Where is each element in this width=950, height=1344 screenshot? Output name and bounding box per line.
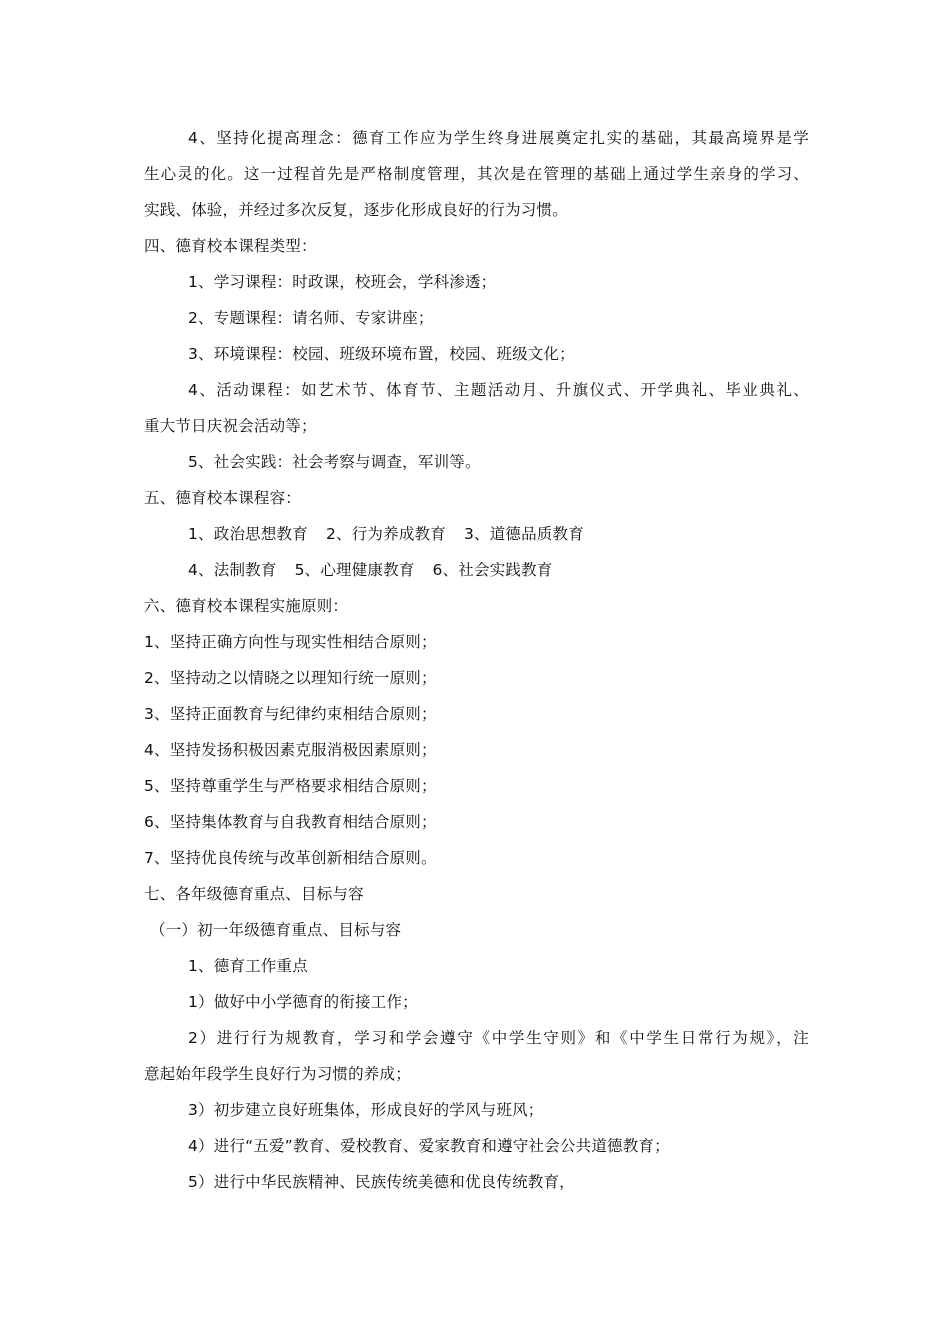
section-heading: 六、德育校本课程实施原则： xyxy=(144,597,349,615)
subsection-heading: （一）初一年级德育重点、目标与容 xyxy=(150,921,402,939)
list-item: 2、坚持动之以情晓之以理知行统一原则； xyxy=(144,669,437,687)
list-item: 3）初步建立良好班集体，形成良好的学风与班风； xyxy=(188,1101,544,1119)
list-item: 5、社会实践：社会考察与调查，军训等。 xyxy=(188,453,481,471)
list-item: 4、法制教育 xyxy=(188,561,277,579)
list-item: 5）进行中华民族精神、民族传统美德和优良传统教育， xyxy=(188,1173,575,1191)
list-item: 3、环境课程：校园、班级环境布置，校园、班级文化； xyxy=(188,345,575,363)
list-item: 6、坚持集体教育与自我教育相结合原则； xyxy=(144,813,437,831)
paragraph-line: 实践、体验，并经过多次反复，逐步化形成良好的行为习惯。 xyxy=(144,201,568,219)
list-item: 4）进行“五爱”教育、爱校教育、爱家教育和遵守社会公共道德教育； xyxy=(188,1137,670,1155)
document-body xyxy=(144,120,809,1200)
list-item: 7、坚持优良传统与改革创新相结合原则。 xyxy=(144,849,437,867)
list-item: 5、心理健康教育 xyxy=(294,561,415,579)
list-item: 3、道德品质教育 xyxy=(463,525,584,543)
list-item: 1）做好中小学德育的衔接工作； xyxy=(188,993,418,1011)
list-item-continuation: 重大节日庆祝会活动等； xyxy=(144,417,317,435)
list-item: 1、德育工作重点 xyxy=(188,957,308,975)
list-item-continuation: 意起始年段学生良好行为习惯的养成； xyxy=(144,1065,411,1083)
list-item: 1、政治思想教育 xyxy=(188,525,308,543)
list-item: 4、坚持发扬积极因素克服消极因素原则； xyxy=(144,741,437,759)
list-item: 1、学习课程：时政课，校班会，学科渗透； xyxy=(188,273,497,291)
inline-list-row xyxy=(144,516,809,552)
list-item: 4、活动课程：如艺术节、体育节、主题活动月、升旗仪式、开学典礼、毕业典礼、 xyxy=(188,381,809,399)
paragraph-line: 4、坚持化提高理念：德育工作应为学生终身进展奠定扎实的基础，其最高境界是学 xyxy=(188,129,809,147)
list-item: 5、坚持尊重学生与严格要求相结合原则； xyxy=(144,777,437,795)
list-item: 6、社会实践教育 xyxy=(432,561,553,579)
list-item: 2、专题课程：请名师、专家讲座； xyxy=(188,309,434,327)
section-heading: 五、德育校本课程容： xyxy=(144,489,302,507)
list-item: 2、行为养成教育 xyxy=(325,525,446,543)
section-heading: 四、德育校本课程类型： xyxy=(144,237,317,255)
list-item: 1、坚持正确方向性与现实性相结合原则； xyxy=(144,633,437,651)
section-heading: 七、各年级德育重点、目标与容 xyxy=(144,885,364,903)
paragraph-line: 生心灵的化。这一过程首先是严格制度管理，其次是在管理的基础上通过学生亲身的学习、 xyxy=(144,165,809,183)
inline-list-row xyxy=(144,552,809,588)
list-item: 3、坚持正面教育与纪律约束相结合原则； xyxy=(144,705,437,723)
list-item: 2）进行行为规教育，学习和学会遵守《中学生守则》和《中学生日常行为规》，注 xyxy=(188,1029,809,1047)
